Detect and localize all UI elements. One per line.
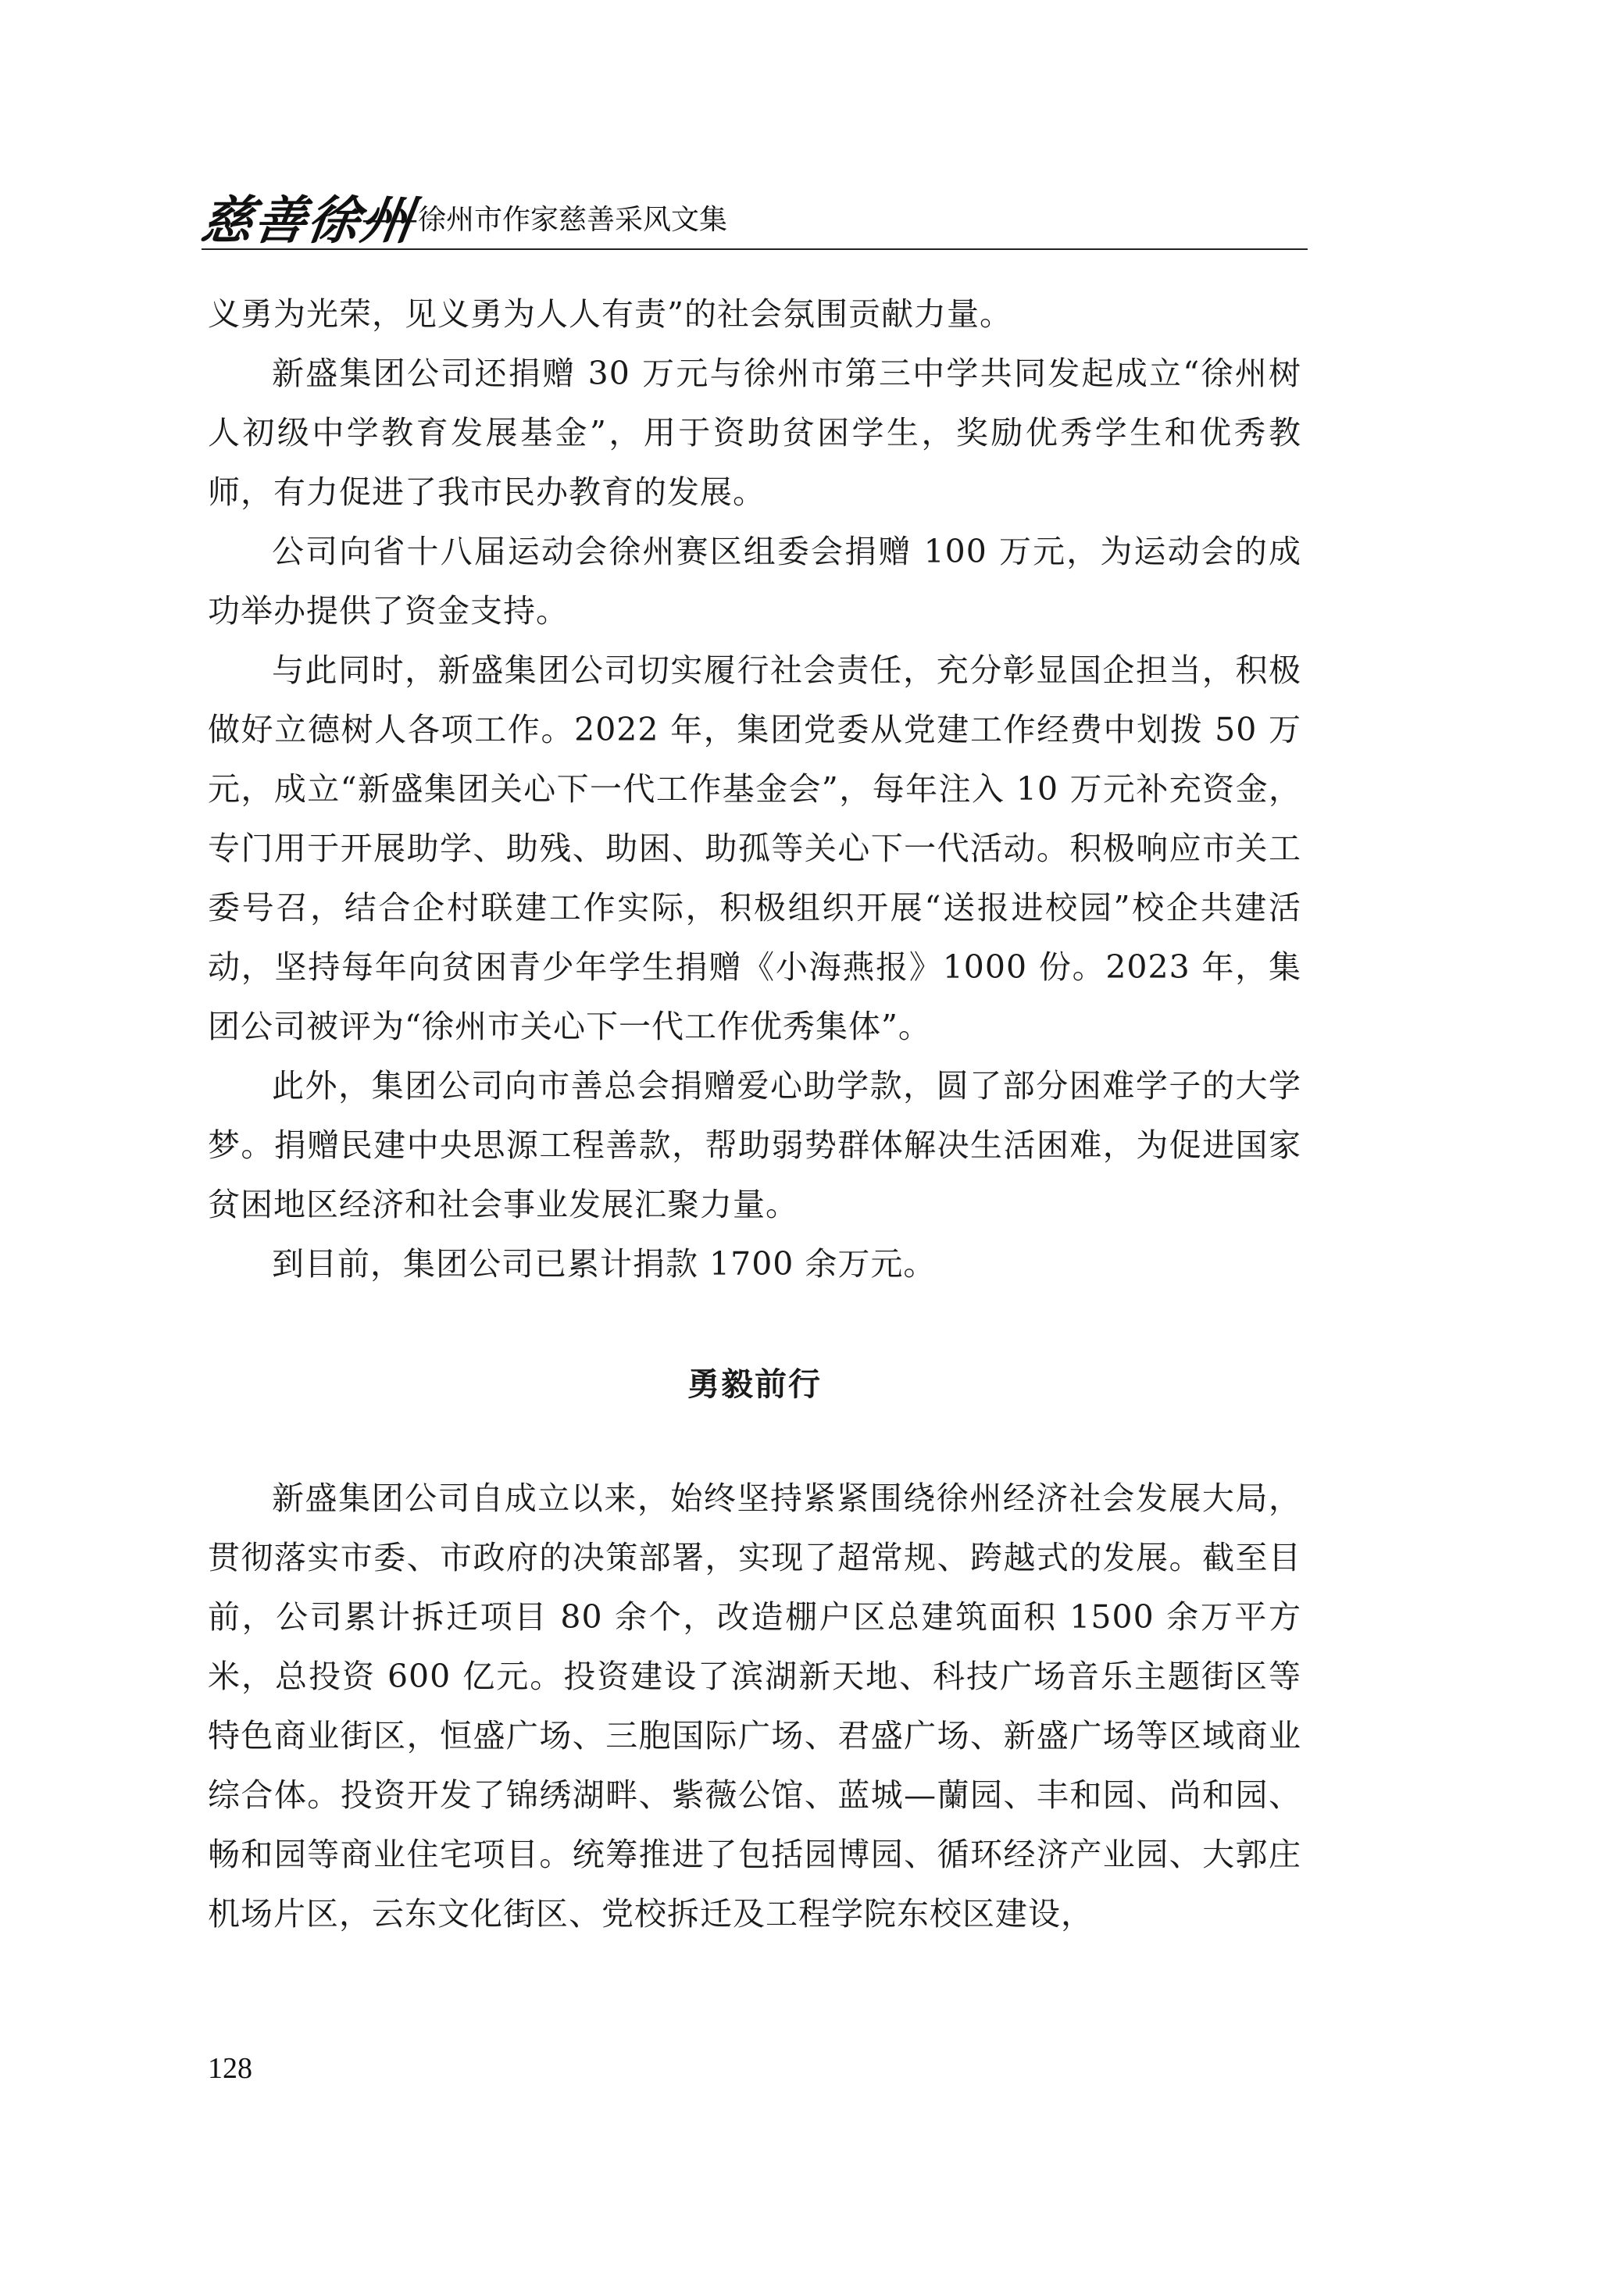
paragraph: 新盛集团公司还捐赠 30 万元与徐州市第三中学共同发起成立“徐州树人初级中学教育发展基金”，用于资助贫困学生，奖励优秀学生和优秀教师，有力促进了我市民办教育的发展。 bbox=[208, 355, 1301, 511]
main-text bbox=[208, 284, 1301, 1943]
page-number: 128 bbox=[208, 2052, 252, 2085]
header-divider bbox=[202, 248, 1308, 250]
paragraph: 此外，集团公司向市善总会捐赠爱心助学款，圆了部分困难学子的大学梦。捐赠民建中央思源工程善款，帮助弱势群体解决生活困难，为促进国家贫困地区经济和社会事业发展汇聚力量。 bbox=[208, 1067, 1301, 1223]
running-header bbox=[197, 190, 1308, 255]
book-subtitle: ——徐州市作家慈善采风文集 bbox=[362, 204, 728, 236]
paragraph: 到目前，集团公司已累计捐款 1700 余万元。 bbox=[272, 1245, 937, 1283]
calligraphy-logo: 慈善徐州 bbox=[197, 190, 419, 251]
section-heading: 勇毅前行 bbox=[687, 1365, 822, 1403]
paragraph-continuation: 义勇为光荣，见义勇为人人有责”的社会氛围贡献力量。 bbox=[208, 295, 1012, 333]
paragraph: 公司向省十八届运动会徐州赛区组委会捐赠 100 万元，为运动会的成功举办提供了资金支持。 bbox=[208, 533, 1301, 630]
paragraph: 与此同时，新盛集团公司切实履行社会责任，充分彰显国企担当，积极做好立德树人各项工作。2022 年，集团党委从党建工作经费中划拨 50 万元，成立“新盛集团关心下一代工作基金会”，每年注入 10 万元补充资金，专门用于开展助学、助残、助困、助孤等关心下一代活动。积极响应市关工委号召，结合企村联建工作实际，积极组织开展“送报进校园”校企共建活动，坚持每年向贫困青少年学生捐赠《小海燕报》1000 份。2023 年，集团公司被评为“徐州市关心下一代工作优秀集体”。 bbox=[208, 651, 1301, 1045]
paragraph: 新盛集团公司自成立以来，始终坚持紧紧围绕徐州经济社会发展大局，贯彻落实市委、市政府的决策部署，实现了超常规、跨越式的发展。截至目前，公司累计拆迁项目 80 余个，改造棚户区总建筑面积 1500 余万平方米，总投资 600 亿元。投资建设了滨湖新天地、科技广场音乐主题街区等特色商业街区，恒盛广场、三胞国际广场、君盛广场、新盛广场等区域商业综合体。投资开发了锦绣湖畔、紫薇公馆、蓝城—蘭园、丰和园、尚和园、畅和园等商业住宅项目。统筹推进了包括园博园、循环经济产业园、大郭庄机场片区，云东文化街区、党校拆迁及工程学院东校区建设， bbox=[208, 1479, 1301, 1933]
